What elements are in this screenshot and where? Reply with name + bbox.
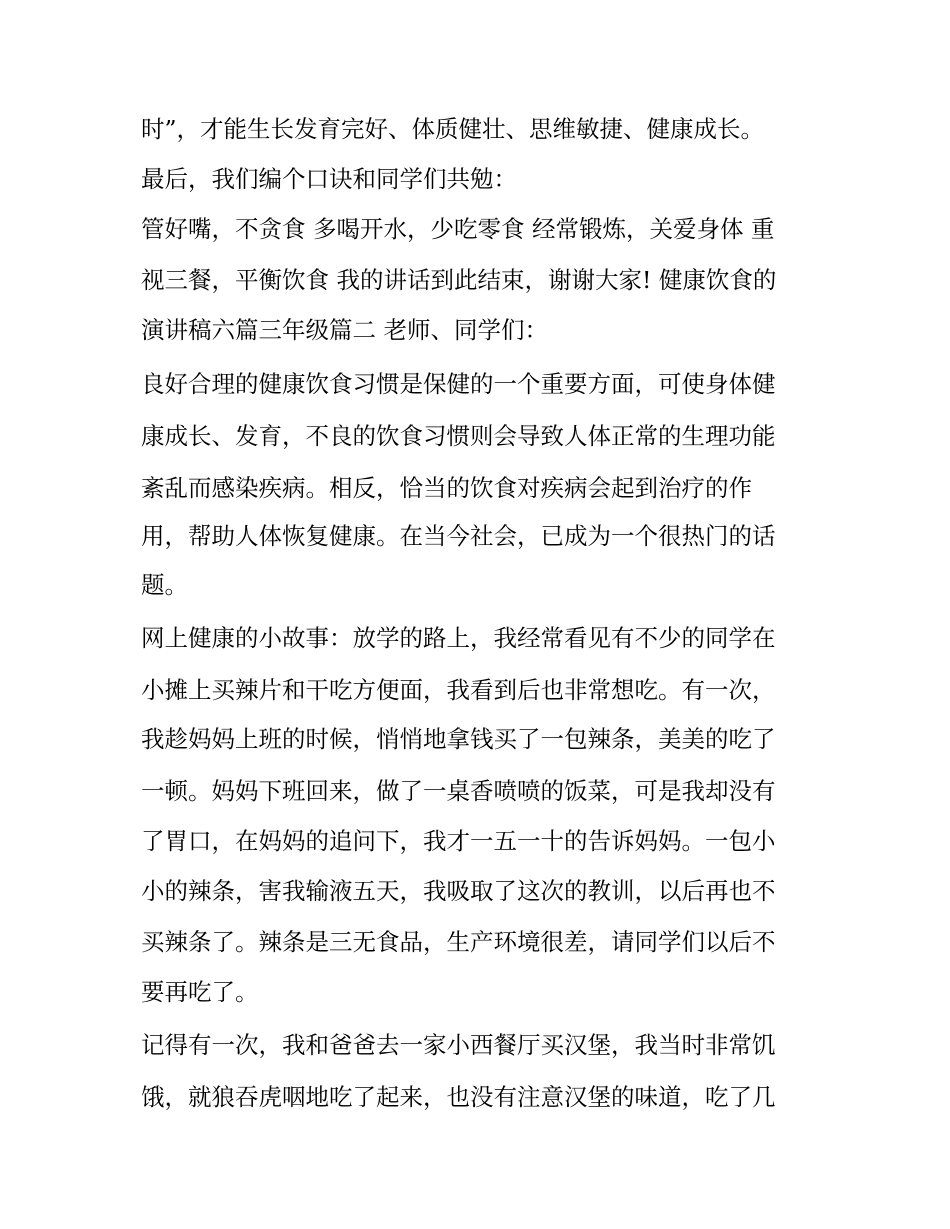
text-line: 时”，才能生长发育完好、体质健壮、思维敏捷、健康成长。	[141, 115, 765, 143]
text-line: 饿，就狼吞虎咽地吃了起来，也没有注意汉堡的味道，吃了几	[141, 1083, 776, 1111]
text-line: 演讲稿六篇三年级篇二 老师、同学们：	[141, 316, 548, 344]
text-line: 要再吃了。	[141, 978, 259, 1006]
text-line: 康成长、发育，不良的饮食习惯则会导致人体正常的生理功能	[141, 422, 776, 450]
text-line: 题。	[141, 571, 188, 599]
text-line: 小的辣条，害我输液五天，我吸取了这次的教训，以后再也不	[141, 877, 776, 905]
text-line: 小摊上买辣片和干吃方便面，我看到后也非常想吃。有一次，	[141, 676, 776, 704]
text-line: 了胃口，在妈妈的追问下，我才一五一十的告诉妈妈。一包小	[141, 827, 776, 855]
text-line: 买辣条了。辣条是三无食品，生产环境很差，请同学们以后不	[141, 928, 776, 956]
text-line: 我趁妈妈上班的时候，悄悄地拿钱买了一包辣条，美美的吃了	[141, 725, 776, 753]
text-line: 良好合理的健康饮食习惯是保健的一个重要方面，可使身体健	[141, 370, 776, 398]
text-line: 管好嘴，不贪食 多喝开水，少吃零食 经常锻炼，关爱身体 重	[141, 215, 775, 243]
text-line: 一顿。妈妈下班回来，做了一桌香喷喷的饭菜，可是我却没有	[141, 777, 776, 805]
text-line: 紊乱而感染疾病。相反，恰当的饮食对疾病会起到治疗的作	[141, 474, 752, 502]
text-line: 记得有一次，我和爸爸去一家小西餐厅买汉堡，我当时非常饥	[141, 1031, 776, 1059]
text-line: 最后，我们编个口诀和同学们共勉：	[141, 165, 517, 193]
text-line: 视三餐，平衡饮食 我的讲话到此结束，谢谢大家! 健康饮食的	[141, 266, 777, 294]
text-line: 用，帮助人体恢复健康。在当今社会，已成为一个很热门的话	[141, 522, 776, 550]
text-line: 网上健康的小故事：放学的路上，我经常看见有不少的同学在	[141, 624, 776, 652]
